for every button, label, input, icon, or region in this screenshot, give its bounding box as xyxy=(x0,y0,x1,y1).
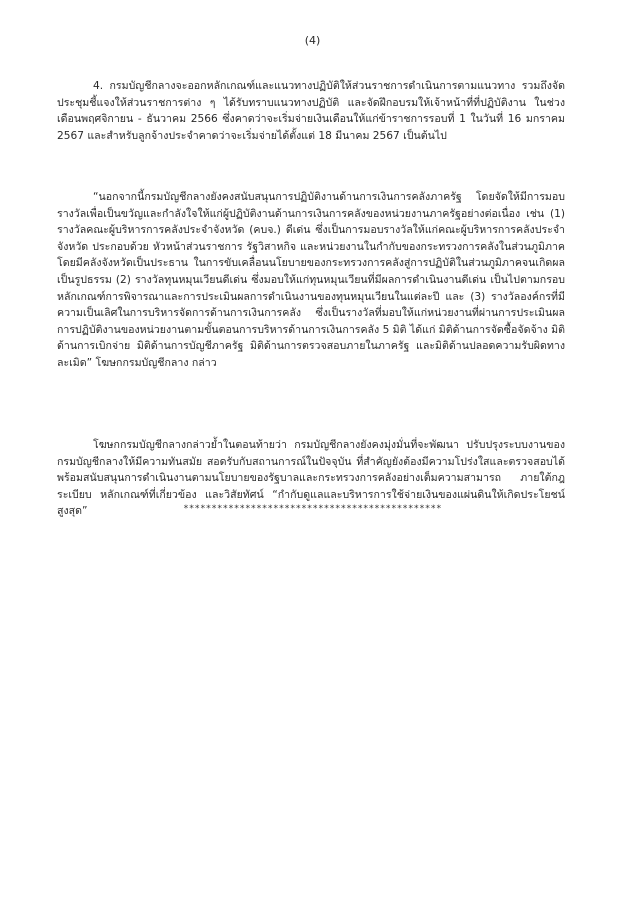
page-number: (4) xyxy=(304,34,321,47)
end-separator: ********************************************** xyxy=(183,504,442,514)
paragraph-text: 4. กรมบัญชีกลางจะออกหลักเกณฑ์และแนวทางปฏิบัติให้ส่วนราชการดำเนินการตามแนวทาง รวมถึงจัดประชุมชี้แจงให้ส่วนราชการต่าง ๆ ได้รับทราบแนวทางปฏิบัติ และจัดฝึกอบรมให้เจ้าหน้าที่ที่ปฏิบัติงาน ในช่วงเดือนพฤศจิกายน - ธันวาคม 2566 ซึ่งคาดว่าจะเริ่มจ่ายเงินเดือนให้แก่ข้าราชการรอบที่ 1 ในวันที่ 16 มกราคม 2567 และสำหรับลูกจ้างประจำคาดว่าจะเริ่มจ่ายได้ตั้งแต่ 18 มีนาคม 2567 เป็นต้นไป xyxy=(57,80,565,142)
paragraph-text: “นอกจากนี้กรมบัญชีกลางยังคงสนับสนุนการปฏิบัติงานด้านการเงินการคลังภาครัฐ โดยจัดให้มีการมอบรางวัลเพื่อเป็นขวัญและกำลังใจให้แก่ผู้ปฏิบัติงานด้านการเงินการคลังของหน่วยงานภาครัฐอย่างต่อเนื่อง เช่น (1) รางวัลคณะผู้บริหารการคลังประจำจังหวัด (คบจ.) ดีเด่น ซึ่งเป็นการมอบรางวัลให้แก่คณะผู้บริหารการคลังประจำจังหวัด ประกอบด้วย หัวหน้าส่วนราชการ รัฐวิสาหกิจ และหน่วยงานในกำกับของกระทรวงการคลังในส่วนภูมิภาค โดยมีคลังจังหวัดเป็นประธาน ในการขับเคลื่อนนโยบายของกระทรวงการคลังสู่การปฏิบัติในส่วนภูมิภาคจนเกิดผลเป็นรูปธรรม (2) รางวัลทุนหมุนเวียนดีเด่น ซึ่งมอบให้แก่ทุนหมุนเวียนที่มีผลการดำเนินงานดีเด่น เป็นไปตามกรอบหลักเกณฑ์การพิจารณาและการประเมินผลการดำเนินงานของทุนหมุนเวียนในแต่ละปี และ (3) รางวัลองค์กรที่มีความเป็นเลิศในการบริหารจัดการด้านการเงินการคลัง ซึ่งเป็นรางวัลที่มอบให้แก่หน่วยงานที่ผ่านการประเมินผลการปฏิบัติงานของหน่วยงานตามขั้นตอนการบริหารด้านการเงินการคลัง 5 มิติ ได้แก่ มิติด้านการจัดซื้อจัดจ้าง มิติด้านการเบิกจ่าย มิติด้านการบัญชีภาครัฐ มิติด้านการตรวจสอบภายในภาครัฐ และมิติด้านปลอดความรับผิดทางละเมิด” โฆษกกรมบัญชีกลาง กล่าว xyxy=(57,191,566,369)
paragraph-item-4 xyxy=(57,78,565,144)
paragraph-text: โฆษกกรมบัญชีกลางกล่าวย้ำในตอนท้ายว่า กรมบัญชีกลางยังคงมุ่งมั่นที่จะพัฒนา ปรับปรุงระบบงานของกรมบัญชีกลางให้มีความทันสมัย สอดรับกับสถานการณ์ในปัจจุบัน ที่สำคัญยังต้องมีความโปร่งใสและตรวจสอบได้ พร้อมสนับสนุนการดำเนินงานตามนโยบายของรัฐบาลและกระทรวงการคลังอย่างเต็มความสามารถ ภายใต้กฎ ระเบียบ หลักเกณฑ์ที่เกี่ยวข้อง และวิสัยทัศน์ “กำกับดูแลและบริหารการใช้จ่ายเงินของแผ่นดินให้เกิดประโยชน์สูงสุด” xyxy=(57,439,565,518)
paragraph-quote-awards xyxy=(57,189,565,372)
